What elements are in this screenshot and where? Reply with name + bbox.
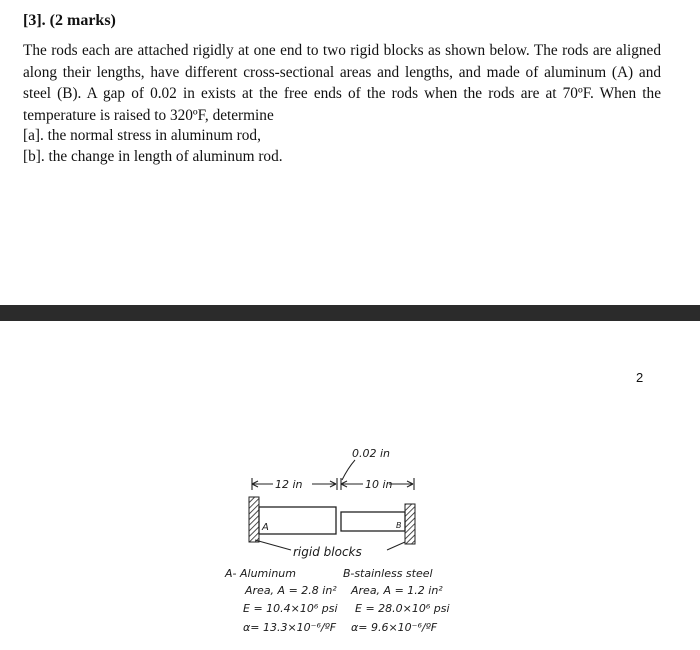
- material-b-properties: [343, 567, 450, 634]
- material-a-area: Area, A = 2.8 in²: [245, 584, 337, 597]
- material-b-name: B-stainless steel: [343, 567, 433, 580]
- part-a: [a]. the normal stress in aluminum rod,: [23, 127, 261, 144]
- page-separator: [0, 305, 700, 321]
- material-a-name: A- Aluminum: [225, 567, 296, 580]
- material-a-alpha: α= 13.3×10⁻⁶/ºF: [243, 621, 337, 634]
- material-b-alpha: α= 9.6×10⁻⁶/ºF: [351, 621, 438, 634]
- rod-a: [259, 507, 336, 534]
- part-b: [b]. the change in length of aluminum rod.: [23, 148, 283, 165]
- material-b-modulus: E = 28.0×10⁶ psi: [355, 602, 450, 615]
- gap-leader-line: [342, 460, 355, 480]
- gap-label: 0.02 in: [352, 447, 391, 460]
- leader-line-right: [387, 542, 405, 550]
- rigid-block-left: [249, 497, 259, 542]
- question-heading: [3]. (2 marks): [23, 12, 116, 29]
- rod-diagram: [215, 440, 485, 645]
- length-a-label: 12 in: [275, 478, 303, 491]
- rigid-blocks-label: rigid blocks: [293, 545, 362, 559]
- leader-line-left: [255, 540, 291, 550]
- material-a-modulus: E = 10.4×10⁶ psi: [243, 602, 338, 615]
- rod-b-label: B: [396, 521, 402, 530]
- rigid-block-right: [405, 504, 415, 544]
- rod-a-label: A: [262, 522, 269, 533]
- length-b-label: 10 in: [365, 478, 393, 491]
- question-page: [0, 0, 700, 305]
- page-number: 2: [636, 370, 644, 385]
- material-a-properties: [224, 567, 338, 634]
- problem-statement: The rods each are attached rigidly at one end to two rigid blocks as shown below. The rods are aligned along their lengths, have different cross-sectional areas and lengths, and made of aluminum (A) and steel (B). A gap of 0.02 in exists at the free ends of the rods when the rods are at 70ºF. When the temperature is raised to 320ºF, determine: [23, 42, 661, 124]
- material-b-area: Area, A = 1.2 in²: [351, 584, 443, 597]
